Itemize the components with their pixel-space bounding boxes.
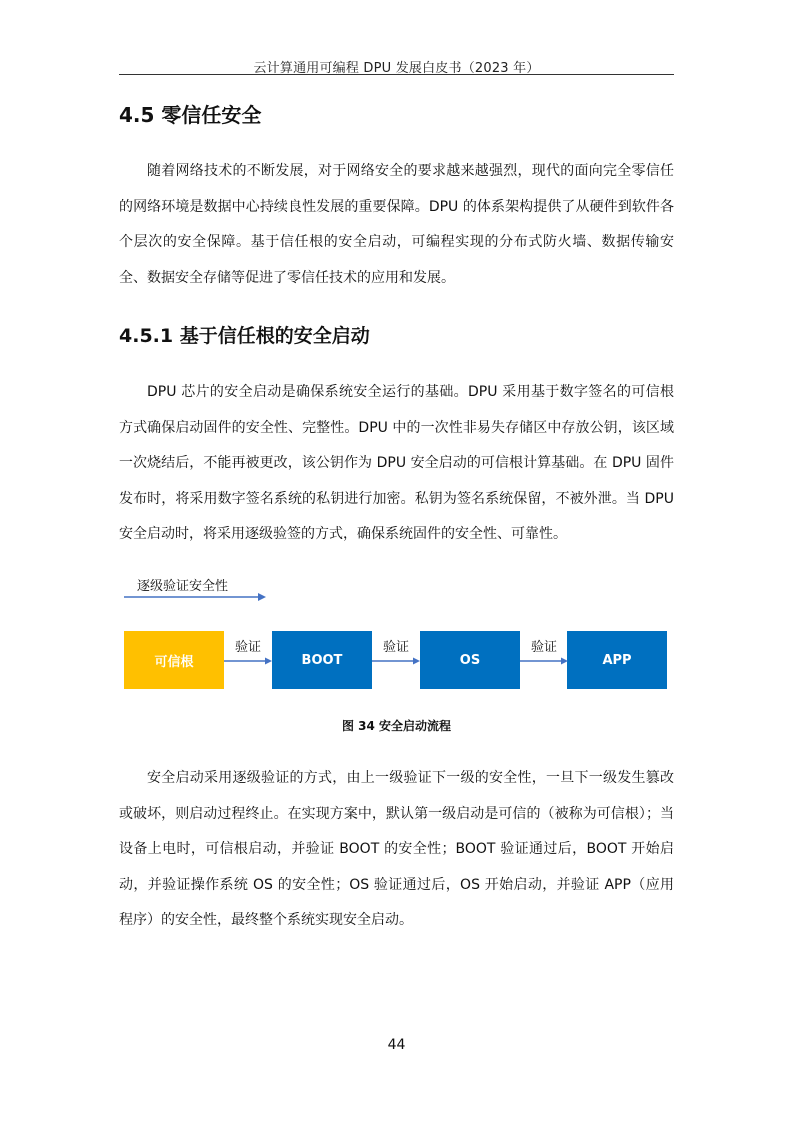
node-label: BOOT: [301, 652, 343, 668]
section-4-5-1-paragraph-1: DPU 芯片的安全启动是确保系统安全运行的基础。DPU 采用基于数字签名的可信根方式确保启动固件的安全性、完整性。DPU 中的一次性非易失存储区中存放公钥，该区域一次烧结后，不能再被更改，该公钥作为 DPU 安全启动的可信根计算基础。在 DPU 固件发布时，将采用数字签名系统的私钥进行加密。私钥为签名系统保留，不被外泄。当 DPU 安全启动时，将采用逐级验签的方式，确保系统固件的安全性、可靠性。: [119, 384, 674, 542]
secure-boot-flow-diagram: [119, 570, 679, 700]
edge-label-2: 验证: [382, 640, 409, 655]
header-divider: [119, 74, 674, 75]
node-boot: [272, 631, 372, 689]
edge-arrow-icon: [224, 657, 272, 665]
header-title: 云计算通用可编程 DPU 发展白皮书（2023 年）: [253, 61, 540, 76]
section-4-5-paragraph: 随着网络技术的不断发展，对于网络安全的要求越来越强烈，现代的面向完全零信任的网络环境是数据中心持续良性发展的重要保障。DPU 的体系架构提供了从硬件到软件各个层次的安全保障。基于信任根的安全启动，可编程实现的分布式防火墙、数据传输安全、数据安全存储等促进了零信任技术的应用和发展。: [119, 163, 674, 286]
section-4-5-1-paragraph-2: 安全启动采用逐级验证的方式，由上一级验证下一级的安全性，一旦下一级发生篡改或破坏，则启动过程终止。在实现方案中，默认第一级启动是可信的（被称为可信根）；当设备上电时，可信根启动，并验证 BOOT 的安全性；BOOT 验证通过后，BOOT 开始启动，并验证操作系统 OS 的安全性；OS 验证通过后，OS 开始启动，并验证 APP（应用程序）的安全性，最终整个系统实现安全启动。: [119, 770, 674, 928]
node-os: [420, 631, 520, 689]
top-arrow-icon: [124, 590, 266, 604]
node-label: APP: [602, 652, 632, 668]
diagram-top-label: 逐级验证安全性: [137, 579, 229, 594]
section-heading-4-5-1: 4.5.1 基于信任根的安全启动: [119, 325, 370, 347]
node-root-of-trust: [124, 631, 224, 689]
page-number: 44: [387, 1037, 406, 1053]
edge-arrow-icon: [372, 657, 420, 665]
node-label: OS: [459, 652, 481, 668]
edge-arrow-icon: [520, 657, 568, 665]
figure-caption: 图 34 安全启动流程: [341, 719, 452, 733]
node-label: 可信根: [154, 654, 194, 670]
section-heading-4-5: 4.5 零信任安全: [119, 103, 262, 127]
edge-label-3: 验证: [530, 640, 557, 655]
node-app: [567, 631, 667, 689]
edge-label-1: 验证: [234, 640, 261, 655]
